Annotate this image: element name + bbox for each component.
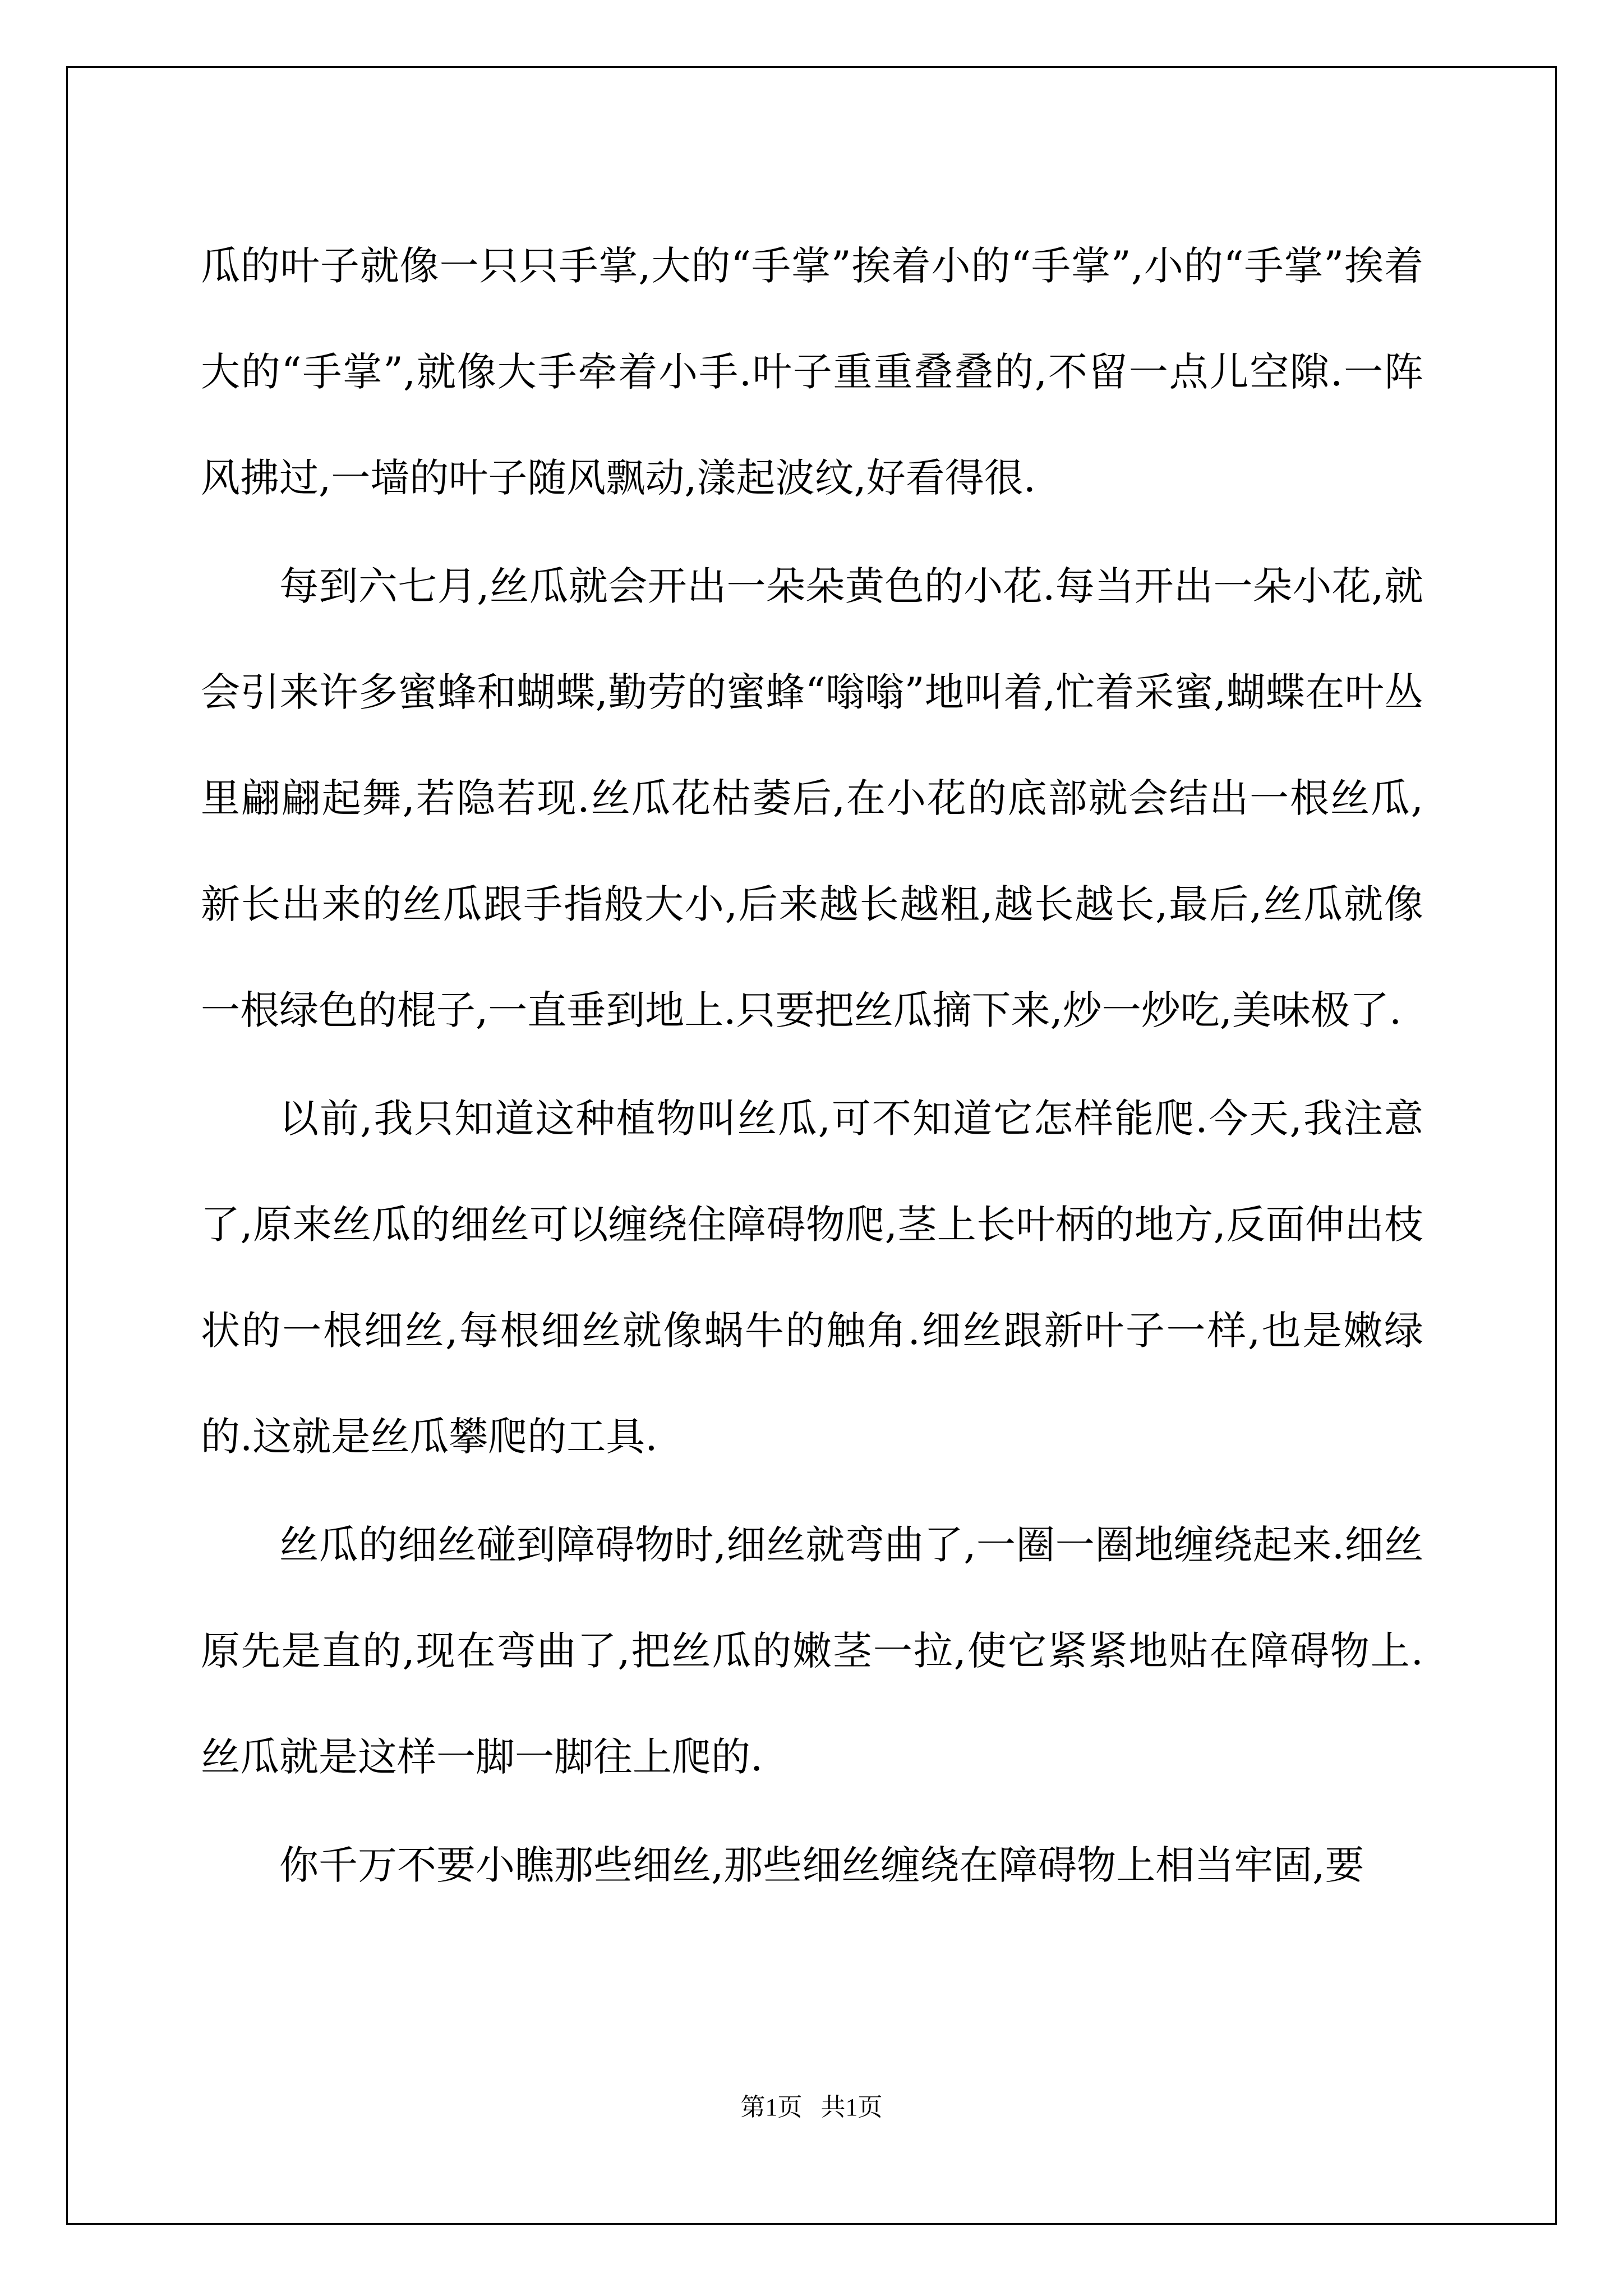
document-body	[201, 213, 1423, 1918]
page-number-footer: 第1页 共1页	[740, 2093, 883, 2121]
paragraph-5: 你千万不要小瞧那些细丝,那些细丝缠绕在障碍物上相当牢固,要	[279, 1842, 1364, 1888]
paragraph-4: 丝瓜的细丝碰到障碍物时,细丝就弯曲了,一圈一圈地缠绕起来.细丝原先是直的,现在弯曲了,把丝瓜的嫩茎一拉,使它紧紧地贴在障碍物上.丝瓜就是这样一脚一脚往上爬的.	[201, 1522, 1423, 1780]
paragraph-3: 以前,我只知道这种植物叫丝瓜,可不知道它怎样能爬.今天,我注意了,原来丝瓜的细丝可以缠绕住障碍物爬,茎上长叶柄的地方,反面伸出枝状的一根细丝,每根细丝就像蜗牛的触角.细丝跟新叶子一样,也是嫩绿的.这就是丝瓜攀爬的工具.	[201, 1096, 1423, 1460]
paragraph-2: 每到六七月,丝瓜就会开出一朵朵黄色的小花.每当开出一朵小花,就会引来许多蜜蜂和蝴蝶,勤劳的蜜蜂“嗡嗡”地叫着,忙着采蜜,蝴蝶在叶丛里翩翩起舞,若隐若现.丝瓜花枯萎后,在小花的底部就会结出一根丝瓜,新长出来的丝瓜跟手指般大小,后来越长越粗,越长越长,最后,丝瓜就像一根绿色的棍子,一直垂到地上.只要把丝瓜摘下来,炒一炒吃,美味极了.	[201, 563, 1423, 1033]
paragraph-1: 瓜的叶子就像一只只手掌,大的“手掌”挨着小的“手掌”,小的“手掌”挨着大的“手掌”,就像大手牵着小手.叶子重重叠叠的,不留一点儿空隙.一阵风拂过,一墙的叶子随风飘动,漾起波纹,好看得很.	[201, 243, 1423, 501]
